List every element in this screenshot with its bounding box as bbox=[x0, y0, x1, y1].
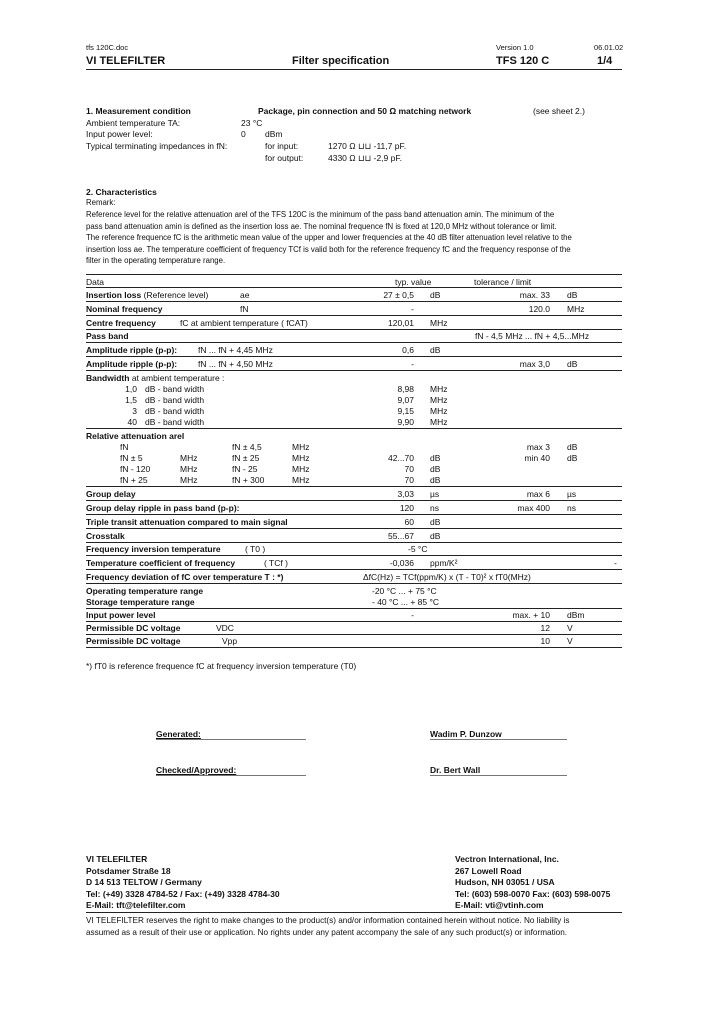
relatt-limit-unit: dB bbox=[567, 442, 578, 452]
relatt-to: fN ± 25 bbox=[232, 453, 260, 463]
footer-left-company: VI TELEFILTER bbox=[86, 854, 148, 864]
inversion-temp-symbol: ( T0 ) bbox=[245, 544, 266, 554]
relatt-limit: min 40 bbox=[524, 453, 550, 463]
temp-coeff-unit: ppm/K² bbox=[430, 558, 458, 568]
relatt-typ: 70 bbox=[404, 464, 414, 474]
generated-name: Wadim P. Dunzow bbox=[430, 729, 502, 739]
centre-frequency-symbol: fC at ambient temperature ( fCAT) bbox=[180, 318, 308, 328]
relatt-from-unit: MHz bbox=[180, 475, 198, 485]
amplitude-ripple-range-1: fN ... fN + 4,45 MHz bbox=[198, 345, 273, 355]
relatt-from: fN ± 5 bbox=[120, 453, 143, 463]
footer-rule bbox=[86, 912, 622, 913]
dc-voltage-unit: V bbox=[567, 623, 573, 633]
remark-label: Remark: bbox=[86, 198, 116, 207]
rule bbox=[86, 542, 622, 543]
amplitude-ripple-label-1: Amplitude ripple (p-p): bbox=[86, 345, 178, 355]
package-title: Package, pin connection and 50 Ω matching network bbox=[258, 106, 472, 116]
remark-line-3: The reference frequence fC is the arithmetic mean value of the upper and lower frequencies at the 40 dB filter attenuation level relative to the bbox=[86, 233, 572, 242]
input-power-unit: dBm bbox=[265, 129, 283, 139]
nominal-frequency-label: Nominal frequency bbox=[86, 304, 163, 314]
bw-level: 3 bbox=[132, 406, 137, 416]
relatt-from: fN bbox=[120, 442, 129, 452]
relatt-from-unit: MHz bbox=[180, 464, 198, 474]
input-power-level-limit: max. + 10 bbox=[512, 610, 550, 620]
insertion-loss-limit: max. 33 bbox=[519, 290, 550, 300]
relatt-to-unit: MHz bbox=[292, 442, 310, 452]
operating-temp-typ: -20 °C ... + 75 °C bbox=[372, 586, 437, 596]
rule bbox=[86, 486, 622, 487]
input-power-label: Input power level: bbox=[86, 129, 153, 139]
bw-unit: MHz bbox=[430, 395, 448, 405]
nominal-frequency-typ: - bbox=[411, 304, 414, 314]
header-filename: tfs 120C.doc bbox=[86, 43, 129, 52]
relatt-to-unit: MHz bbox=[292, 464, 310, 474]
insertion-loss-limit-unit: dB bbox=[567, 290, 578, 300]
rule bbox=[156, 739, 306, 740]
dc-voltage-symbol: VDC bbox=[216, 623, 234, 633]
checked-label: Checked/Approved: bbox=[156, 765, 237, 775]
footer-right-email[interactable]: E-Mail: vti@vtinh.com bbox=[455, 900, 544, 910]
header-company: VI TELEFILTER bbox=[86, 55, 166, 67]
group-delay-ripple-unit: ns bbox=[430, 503, 439, 513]
header-date: 06.01.02 bbox=[594, 43, 624, 52]
relatt-from: fN - 120 bbox=[120, 464, 151, 474]
remark-line-5: filter in the operating temperature range. bbox=[86, 256, 226, 265]
relatt-limit-unit: dB bbox=[567, 453, 578, 463]
pp-voltage-unit: V bbox=[567, 636, 573, 646]
nominal-frequency-symbol: fN bbox=[240, 304, 249, 314]
storage-temp-typ: - 40 °C ... + 85 °C bbox=[372, 597, 440, 607]
bw-label: dB - band width bbox=[145, 384, 205, 394]
impedance-output-label: for output: bbox=[265, 153, 304, 163]
group-delay-ripple-typ: 120 bbox=[399, 503, 414, 513]
amplitude-ripple-unit-1: dB bbox=[430, 345, 441, 355]
footer-right-street: 267 Lowell Road bbox=[455, 866, 522, 876]
relatt-title: Relative attenuation arel bbox=[86, 431, 185, 441]
relatt-typ-unit: dB bbox=[430, 453, 441, 463]
freq-deviation-label: Frequency deviation of fC over temperature T : *) bbox=[86, 572, 284, 582]
group-delay-ripple-limit: max 400 bbox=[517, 503, 550, 513]
impedance-input-label: for input: bbox=[265, 141, 299, 151]
bandwidth-title: Bandwidth at ambient temperature : bbox=[86, 373, 225, 383]
disclaimer-line-1: VI TELEFILTER reserves the right to make changes to the product(s) and/or information contained herein without notice. No liability is bbox=[86, 916, 570, 925]
see-sheet: (see sheet 2.) bbox=[533, 106, 585, 116]
impedance-input-value: 1270 Ω ⊔⊔ -11,7 pF. bbox=[328, 141, 407, 151]
pass-band-label: Pass band bbox=[86, 331, 129, 341]
section1-title: 1. Measurement condition bbox=[86, 106, 191, 116]
relatt-typ-unit: dB bbox=[430, 464, 441, 474]
centre-frequency-label: Centre frequency bbox=[86, 318, 156, 328]
centre-frequency-typ: 120,01 bbox=[388, 318, 414, 328]
table-top-rule bbox=[86, 274, 622, 275]
bw-label: dB - band width bbox=[145, 417, 205, 427]
section2-title: 2. Characteristics bbox=[86, 187, 157, 197]
crosstalk-typ: 55...67 bbox=[388, 531, 414, 541]
rule bbox=[156, 775, 306, 776]
rule bbox=[86, 301, 622, 302]
bw-typ: 9,07 bbox=[397, 395, 414, 405]
col-tol: tolerance / limit bbox=[474, 277, 532, 287]
nominal-frequency-limit-unit: MHz bbox=[567, 304, 585, 314]
footer-left-email[interactable]: E-Mail: tft@telefilter.com bbox=[86, 900, 186, 910]
dc-voltage-limit: 12 bbox=[540, 623, 550, 633]
operating-temp-label: Operating temperature range bbox=[86, 586, 204, 596]
header-page: 1/4 bbox=[597, 55, 613, 67]
header-version: Version 1.0 bbox=[496, 43, 534, 52]
relatt-from: fN + 25 bbox=[120, 475, 148, 485]
col-typ: typ. value bbox=[395, 277, 432, 287]
group-delay-label: Group delay bbox=[86, 489, 136, 499]
relatt-to: fN ± 4,5 bbox=[232, 442, 262, 452]
disclaimer-line-2: assumed as a result of their use or application. No rights under any patent accompany the sale of any such product(s) or information. bbox=[86, 928, 568, 937]
remark-line-1: Reference level for the relative attenuation arel of the TFS 120C is the minimum of the pass band attenuation amin. The minimum of the bbox=[86, 210, 555, 219]
rule bbox=[86, 370, 622, 371]
generated-label: Generated: bbox=[156, 729, 201, 739]
input-power-level-typ: - bbox=[411, 610, 414, 620]
insertion-loss-symbol: ae bbox=[240, 290, 250, 300]
rule bbox=[86, 621, 622, 622]
header-rule bbox=[86, 69, 622, 70]
footer-left-city: D 14 513 TELTOW / Germany bbox=[86, 877, 202, 887]
rule bbox=[86, 528, 622, 529]
insertion-loss-label: Insertion loss (Reference level) bbox=[86, 290, 209, 300]
rule bbox=[86, 287, 622, 288]
relatt-typ: 42...70 bbox=[388, 453, 414, 463]
rule bbox=[86, 647, 622, 648]
inversion-temp-typ: -5 °C bbox=[408, 544, 428, 554]
rule bbox=[86, 428, 622, 429]
rule bbox=[86, 583, 622, 584]
pp-voltage-limit: 10 bbox=[540, 636, 550, 646]
rule bbox=[86, 342, 622, 343]
crosstalk-unit: dB bbox=[430, 531, 441, 541]
header-doc-title: Filter specification bbox=[292, 55, 390, 67]
amplitude-ripple-range-2: fN ... fN + 4,50 MHz bbox=[198, 359, 273, 369]
group-delay-typ: 3,03 bbox=[397, 489, 414, 499]
pp-voltage-symbol: Vpp bbox=[222, 636, 238, 646]
remark-line-4: insertion loss ae. The temperature coefficient of frequency TCf is valid both for the reference frequency fC and the frequency response of the bbox=[86, 245, 571, 254]
relatt-to: fN - 25 bbox=[232, 464, 258, 474]
centre-frequency-typ-unit: MHz bbox=[430, 318, 448, 328]
rule bbox=[86, 569, 622, 570]
input-power-level-unit: dBm bbox=[567, 610, 585, 620]
group-delay-limit-unit: µs bbox=[567, 489, 577, 499]
pp-voltage-label: Permissible DC voltage bbox=[86, 636, 181, 646]
bw-typ: 9,90 bbox=[397, 417, 414, 427]
temp-coeff-label: Temperature coefficient of frequency bbox=[86, 558, 236, 568]
remark-line-2: pass band attenuation amin is defined as the insertion loss ae. The nominal frequence fN is fixed at 120,0 MHz without tolerance or limit. bbox=[86, 222, 557, 231]
relatt-typ: 70 bbox=[404, 475, 414, 485]
bw-typ: 8,98 bbox=[397, 384, 414, 394]
bw-level: 1,0 bbox=[125, 384, 137, 394]
bw-typ: 9,15 bbox=[397, 406, 414, 416]
col-data: Data bbox=[86, 277, 104, 287]
rule bbox=[86, 356, 622, 357]
nominal-frequency-limit: 120.0 bbox=[528, 304, 550, 314]
triple-transit-label: Triple transit attenuation compared to main signal bbox=[86, 517, 288, 527]
rule bbox=[430, 739, 567, 740]
insertion-loss-typ-unit: dB bbox=[430, 290, 441, 300]
rule bbox=[86, 514, 622, 515]
ambient-temp-value: 23 °C bbox=[241, 118, 263, 128]
amplitude-ripple-typ-1: 0,6 bbox=[402, 345, 414, 355]
header-part: TFS 120 C bbox=[496, 55, 550, 67]
relatt-typ-unit: dB bbox=[430, 475, 441, 485]
crosstalk-label: Crosstalk bbox=[86, 531, 125, 541]
impedance-output-value: 4330 Ω ⊔⊔ -2,9 pF. bbox=[328, 153, 402, 163]
bw-level: 1,5 bbox=[125, 395, 137, 405]
footnote: *) fT0 is reference frequence fC at frequency inversion temperature (T0) bbox=[86, 661, 357, 671]
relatt-to-unit: MHz bbox=[292, 453, 310, 463]
rule bbox=[86, 500, 622, 501]
triple-transit-typ: 60 bbox=[404, 517, 414, 527]
input-power-value: 0 bbox=[241, 129, 246, 139]
footer-right-city: Hudson, NH 03051 / USA bbox=[455, 877, 555, 887]
bw-label: dB - band width bbox=[145, 395, 205, 405]
temp-coeff-symbol: ( TCf ) bbox=[264, 558, 288, 568]
temp-coeff-dash: - bbox=[614, 558, 617, 568]
rule bbox=[86, 329, 622, 330]
relatt-to: fN + 300 bbox=[232, 475, 265, 485]
rule bbox=[86, 634, 622, 635]
ambient-temp-label: Ambient temperature TA: bbox=[86, 118, 181, 128]
amplitude-ripple-typ-2: - bbox=[411, 359, 414, 369]
footer-right-company: Vectron International, Inc. bbox=[455, 854, 559, 864]
amplitude-ripple-limit-unit-2: dB bbox=[567, 359, 578, 369]
amplitude-ripple-label-2: Amplitude ripple (p-p): bbox=[86, 359, 178, 369]
group-delay-unit: µs bbox=[430, 489, 440, 499]
footer-right-phone: Tel: (603) 598-0070 Fax: (603) 598-0075 bbox=[455, 889, 611, 899]
inversion-temp-label: Frequency inversion temperature bbox=[86, 544, 221, 554]
footer-left-phone: Tel: (+49) 3328 4784-52 / Fax: (+49) 3328 4784-30 bbox=[86, 889, 280, 899]
bw-unit: MHz bbox=[430, 384, 448, 394]
group-delay-limit: max 6 bbox=[526, 489, 550, 499]
insertion-loss-typ: 27 ± 0,5 bbox=[383, 290, 414, 300]
input-power-level-label: Input power level bbox=[86, 610, 156, 620]
dc-voltage-label: Permissible DC voltage bbox=[86, 623, 181, 633]
temp-coeff-typ: -0,036 bbox=[389, 558, 414, 568]
pass-band-limit: fN - 4,5 MHz ... fN + 4,5...MHz bbox=[475, 331, 590, 341]
impedance-label: Typical terminating impedances in fN: bbox=[86, 141, 228, 151]
triple-transit-unit: dB bbox=[430, 517, 441, 527]
checked-name: Dr. Bert Wall bbox=[430, 765, 481, 775]
rule bbox=[86, 608, 622, 609]
relatt-to-unit: MHz bbox=[292, 475, 310, 485]
group-delay-ripple-label: Group delay ripple in pass band (p-p): bbox=[86, 503, 240, 513]
storage-temp-label: Storage temperature range bbox=[86, 597, 195, 607]
relatt-limit: max 3 bbox=[526, 442, 550, 452]
footer-left-street: Potsdamer Straße 18 bbox=[86, 866, 171, 876]
rule bbox=[430, 775, 567, 776]
rule bbox=[86, 555, 622, 556]
amplitude-ripple-limit-2: max 3,0 bbox=[519, 359, 550, 369]
bw-level: 40 bbox=[127, 417, 137, 427]
bw-label: dB - band width bbox=[145, 406, 205, 416]
group-delay-ripple-limit-unit: ns bbox=[567, 503, 576, 513]
bw-unit: MHz bbox=[430, 406, 448, 416]
rule bbox=[86, 315, 622, 316]
relatt-from-unit: MHz bbox=[180, 453, 198, 463]
bw-unit: MHz bbox=[430, 417, 448, 427]
freq-deviation-formula: ΔfC(Hz) = TCf(ppm/K) x (T - T0)² x fT0(MHz) bbox=[363, 572, 531, 582]
